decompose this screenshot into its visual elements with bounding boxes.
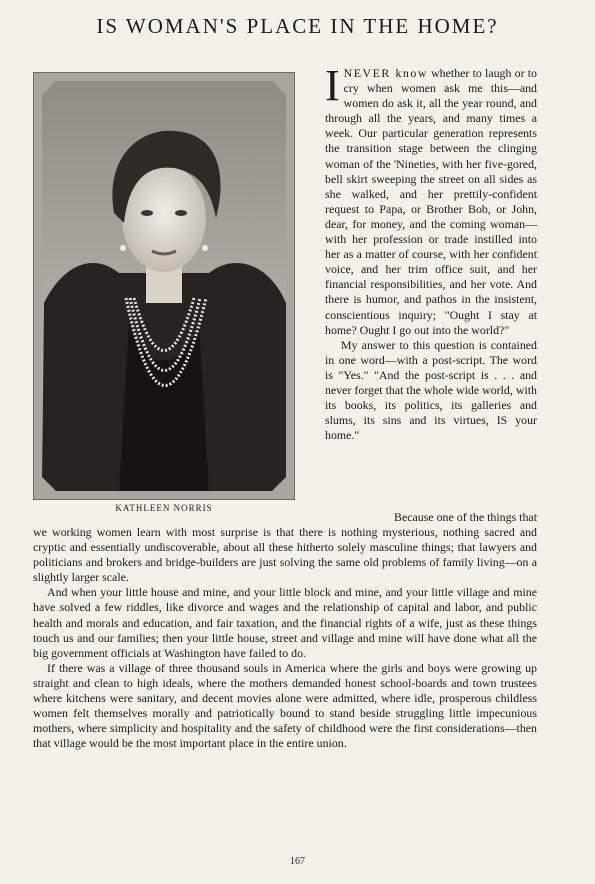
- article-title: IS WOMAN'S PLACE IN THE HOME?: [96, 14, 499, 38]
- body-paragraph-2: And when your little house and mine, and your little block and mine, and your little village and mine have solved a few riddles, like divorce and wages and the relationship of capital and labor, and public health and morals and education, and fair taxation, and the financial rights of a wife, just as these things touch us and our families; then your little house, street and village and mine will have done what all the big government officials at Washington have failed to do.: [33, 585, 537, 660]
- lead-paragraph-2: My answer to this question is contained in one word—with a post-script. The word is "Yes." "And the post-script is . . . and never forget that the whole wide world, with its books, its politics, its galleries and slums, its sins and its virtues, IS your home.": [325, 337, 537, 443]
- lead-column: [325, 61, 537, 443]
- portrait-image: [34, 73, 294, 499]
- lead-paragraph: whether to laugh or to cry when women ask me this—and women do ask it, all the year round, and through all the years, and many times a week. Our particular generation represents the transition stage between the clinging woman of the 'Nineties, with her five-gored, bell skirt sweeping the street on all sides as she walked, and her prettily-confident request to Papa, or Brother Bob, or John, dear, for money, and the coming woman—with her profession or trade instilled into her as a matter of course, with her confident voice, and her trim office suit, and her financial responsibilities, and her vote. And there is humor, and pathos in the insistent, conscientious inquiry; "Ought I stay at home? Ought I go out into the world?": [325, 66, 537, 337]
- lead-first-words: NEVER know: [343, 66, 428, 80]
- drop-cap: I: [325, 61, 340, 110]
- lead-column-end: Because one of the things that: [394, 510, 537, 524]
- body-paragraph-3: If there was a village of three thousand souls in America where the girls and boys were growing up straight and clean to high ideals, where the mothers demanded honest school-boards and town trustees where kitchens were sanitary, and decent movies alone were admitted, where idle, prosperous childless women felt themselves morally and patriotically bound to stand beside struggling little impecunious mothers, where simplicity and hospitality and the safety of childhood were the first considerations—then that village would be the most important place in the entire union.: [33, 660, 537, 751]
- body-paragraph-1: we working women learn with most surprise is that there is nothing mysterious, nothing sacred and cryptic and essentially undiscoverable, about all these hitherto solely masculine things; that lawyers and politicians and brokers and bridge-builders are just solving the same old problems of family living—on a slightly larger scale.: [33, 525, 537, 585]
- photo-caption: KATHLEEN NORRIS: [115, 503, 213, 513]
- page-number: 167: [290, 856, 305, 867]
- body-text: [33, 525, 537, 751]
- portrait-photo: [33, 72, 295, 500]
